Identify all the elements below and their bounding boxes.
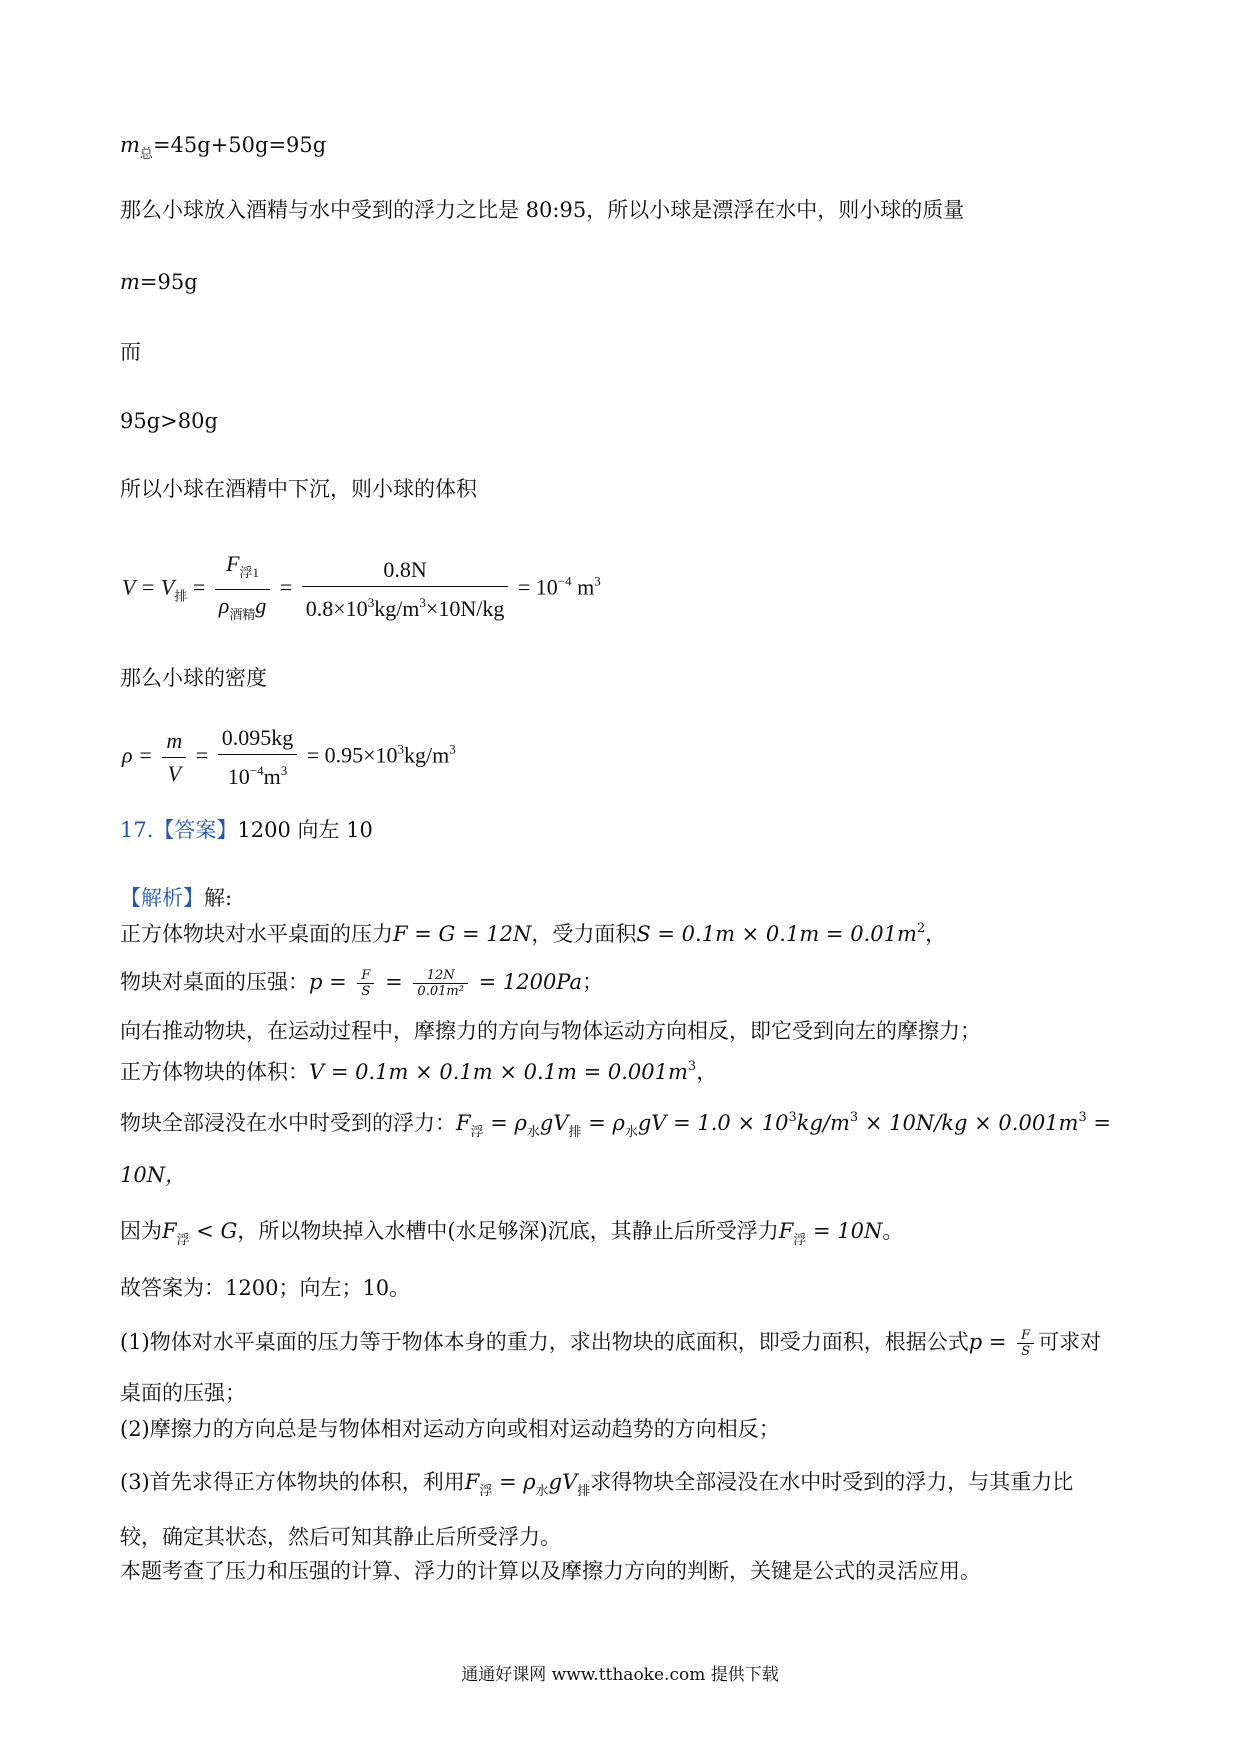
q17-line-5: 物块全部浸没在水中时受到的浮力：$F_浮 = \rho_水gV_排 = \rho_水gV = 1.0 \times 10^3kg/m^3 \times 10N/kg \times 0.001m^3$ = (120, 1110, 1112, 1140)
q17-line-7: 因为$F_浮 < G$，所以物块掉入水槽中(水足够深)沉底，其静止后所受浮力$F_浮 = 10N$。 (120, 1219, 904, 1248)
density-intro-line: 那么小球的密度 (120, 666, 267, 690)
density-equation: ρ = $\frac{m}{V}$ = $\frac{0.095kg}{10^{-4}m^3}$ = $0.95\times 10^3kg/m^3$ (122, 722, 456, 793)
density-fraction-2: $\frac{0.095kg}{10^{-4}m^3}$ (218, 722, 298, 793)
compare-line: 95g>80g (120, 409, 218, 433)
q17-line-1: 正方体物块对水平桌面的压力F = G = 12N，受力面积$S = 0.1m \times 0.1m = 0.01m^2$， (120, 921, 947, 946)
q17-line-2: 物块对桌面的压强：p = $\frac{F}{S}$ = $\frac{12N}{\text{0.01m²}}$ = 1200Pa； (120, 968, 604, 999)
volume-fraction-1: $\frac{F_{浮1}}{\rho_{酒精}g}$ (215, 548, 271, 631)
q17-line-10: 桌面的压强； (120, 1381, 246, 1405)
q17-line-3: 向右推动物块，在运动过程中，摩擦力的方向与物体运动方向相反，即它受到向左的摩擦力； (120, 1019, 981, 1043)
mass-line: m=95g (120, 270, 198, 294)
q17-line-12: (3)首先求得正方体物块的体积，利用$F_浮 = \rho_水gV_排$求得物块全部浸没在水中时受到的浮力，与其重力比 (120, 1470, 1074, 1499)
q17-line-9: (1)物体对水平桌面的压力等于物体本身的重力，求出物块的底面积，即受力面积，根据公式p = $\frac{F}{S}$ 可求对 (120, 1328, 1102, 1359)
q17-line-8: 故答案为：1200；向左；10。 (120, 1276, 411, 1300)
q17-line-4: 正方体物块的体积：$V = 0.1m \times 0.1m \times 0.1m = 0.001m^3$， (120, 1059, 718, 1084)
ratio-line: 那么小球放入酒精与水中受到的浮力之比是 80:95，所以小球是漂浮在水中，则小球的质量 (120, 198, 965, 222)
volume-equation: $V = V_排$ = $\frac{F_{浮1}}{\rho_{酒精}g}$ = $\frac{0.8N}{0.8\times 10^3kg/m^3\times 10N/kg}$ = $10^{-4}$ $m^3$ (122, 548, 601, 631)
sink-line: 所以小球在酒精中下沉，则小球的体积 (120, 477, 477, 501)
q17-line-6: 10N， (120, 1163, 187, 1187)
er-line: 而 (120, 340, 141, 364)
q17-analysis-line: 【解析】解: (120, 886, 233, 910)
page-footer: 通通好课网 www.tthaoke.com 提供下载 (461, 1665, 779, 1685)
q17-answer-line: 17.【答案】1200 向左 10 (120, 818, 373, 842)
q17-line-11: (2)摩擦力的方向总是与物体相对运动方向或相对运动趋势的方向相反； (120, 1417, 780, 1441)
q17-line-14: 本题考查了压力和压强的计算、浮力的计算以及摩擦力方向的判断，关键是公式的灵活应用。 (120, 1559, 981, 1583)
density-fraction-1: $\frac{m}{V}$ (162, 725, 186, 790)
mass-total-line: $m_总=45g+50g=95g$ (120, 133, 327, 162)
q17-line-13: 较，确定其状态，然后可知其静止后所受浮力。 (120, 1525, 561, 1549)
volume-fraction-2: $\frac{0.8N}{0.8\times 10^3kg/m^3\times 10N/kg}$ (302, 554, 509, 625)
